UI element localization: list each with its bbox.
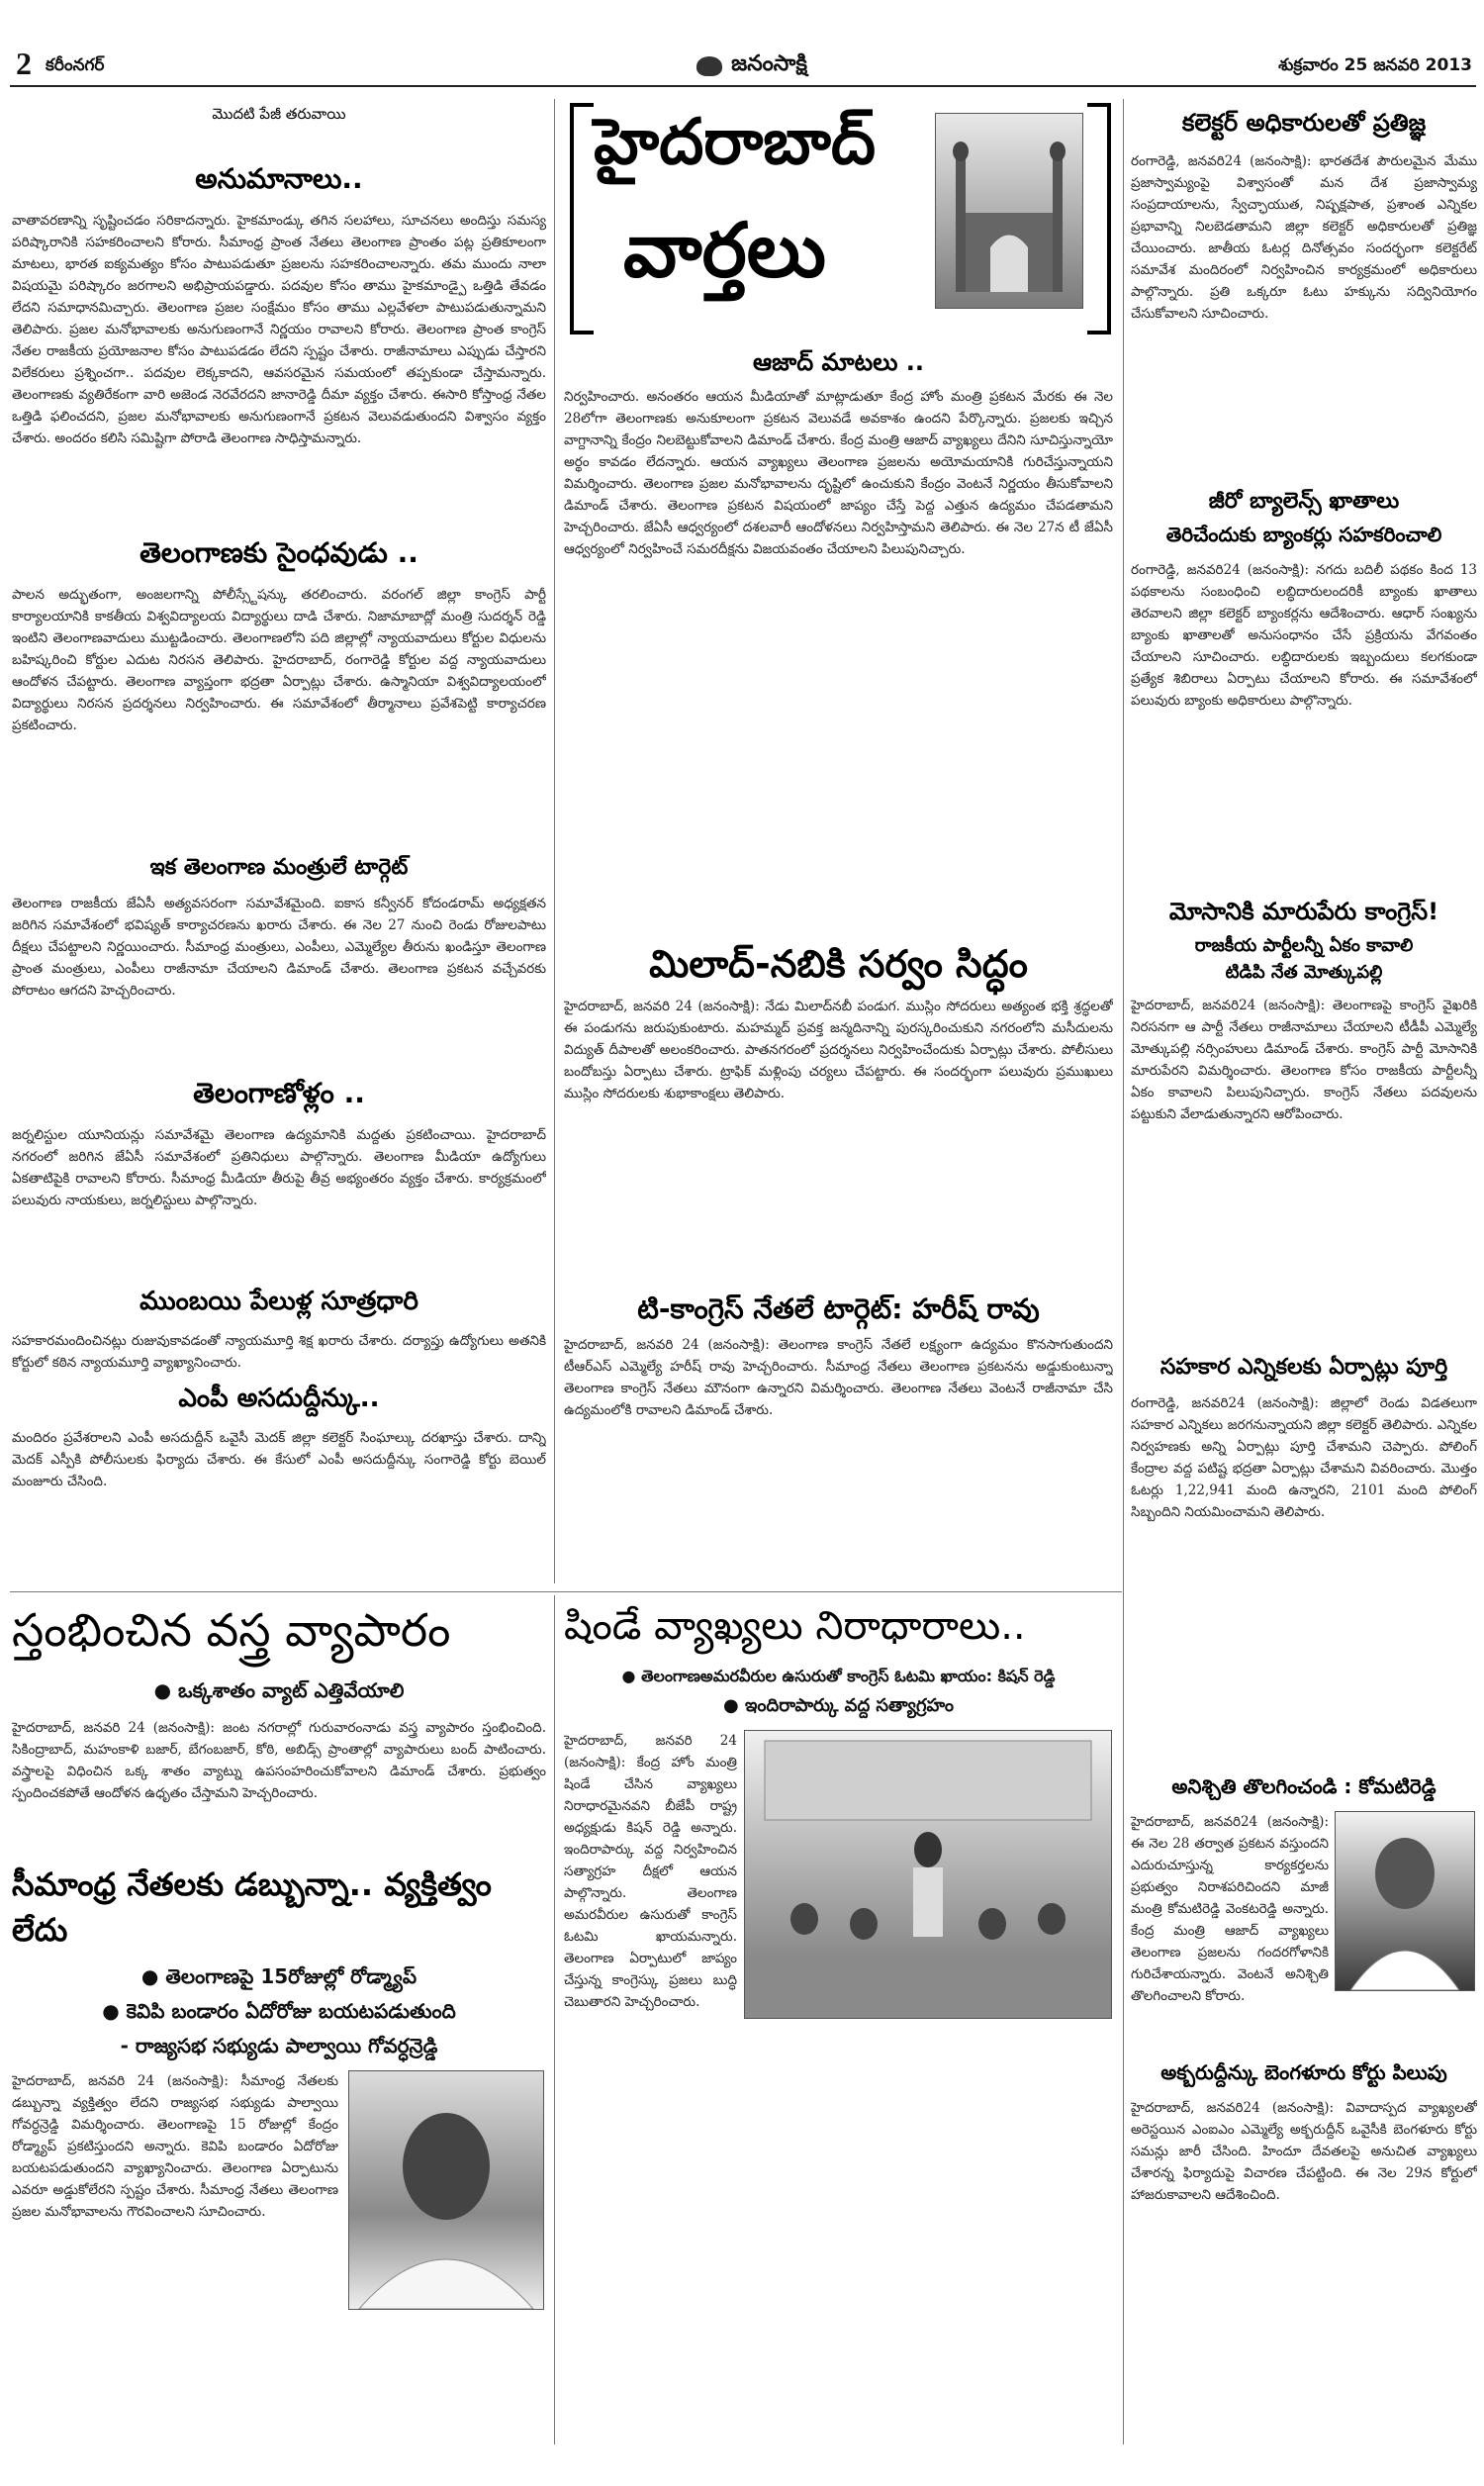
article-title: ఇక తెలంగాణ మంత్రులే టార్గెట్ [149, 855, 409, 880]
article-body: రంగారెడ్డి, జనవరి24 (జనంసాక్షి): నగదు బదిలీ పథకం కింద 13 పథకాలను సంబంధించి లబ్ధిదారులందరికీ బ్యాంకు ఖాతాలు తెరవాలని జిల్లా కలెక్టర్ బ్యాంకర్లను ఆదేశించారు. ఆధార్ సంఖ్యను బ్యాంకు ఖాతాలతో అనుసంధానం చేసే ప్రక్రియను వేగవంతం చేయాలని సూచించారు. లబ్ధిదారులకు ఇబ్బందులు కలగకుండా ప్రత్యేక శిబిరాలు ఏర్పాటు చేయాలని కోరారు. ఈ సమావేశంలో పలువురు బ్యాంకు అధికారులు పాల్గొన్నారు. [1131, 562, 1477, 709]
portrait-icon [1336, 1812, 1474, 1990]
column-right [1131, 99, 1477, 2444]
article-subtitle: టిడిపి నేత మోత్కుపల్లి [1225, 962, 1383, 983]
article-title: తెలంగాణోళ్లం .. [193, 1077, 365, 1109]
page-header [10, 46, 1476, 87]
article-title: అనిశ్చితి తొలగించండి : కోమటిరెడ్డి [1171, 1774, 1437, 1798]
article-title: ఎంపీ అసదుద్దీన్కు.. [178, 1384, 380, 1413]
article-body: హైదరాబాద్, జనవరి 24 (జనంసాక్షి): నేడు మిలాద్‌నబీ పండుగ. ముస్లిం సోదరులు అత్యంత భక్తి శ్రద్ధలతో ఈ పండుగను జరుపుకుంటారు. మహమ్మద్ ప్రవక్త జన్మదినాన్ని పురస్కరించుకుని నగరంలోని మసీదులను విద్యుత్ దీపాలతో అలంకరించారు. పాతనగరంలో ప్రదర్శనలు నిర్వహించేందుకు ఏర్పాట్లు చేశారు. పోలీసులు బందోబస్తు ఏర్పాటు చేశారు. ట్రాఫిక్ మళ్లింపు చర్యలు చేపట్టారు. ఈ సందర్భంగా పలువురు ప్రముఖులు ముస్లిం సోదరులకు శుభాకాంక్షలు తెలిపారు. [564, 999, 1113, 1101]
article-body: హైదరాబాద్, జనవరి 24 (జనంసాక్షి): జంట నగరాల్లో గురువారంనాడు వస్త్ర వ్యాపారం స్తంభించింది. సికింద్రాబాద్, మహంకాళి బజార్, బేగంబజార్, కోఠి, అబిడ్స్ ప్రాంతాల్లో వ్యాపారులు బంద్ పాటించారు. వస్త్రాలపై విధించిన ఒక్క శాతం వ్యాట్ను ఉపసంహరించుకోవాలని డిమాండ్ చేశారు. ప్రభుత్వం స్పందించకపోతే ఆందోళన ఉధృతం చేస్తామని హెచ్చరించారు. [12, 1720, 546, 1801]
article-title: సహకార ఎన్నికలకు ఏర్పాట్లు పూర్తి [1159, 1355, 1448, 1380]
satyagraha-photo [744, 1730, 1112, 2019]
article-body: మందిరం ప్రవేశరాలని ఎంపీ అసదుద్దీన్ ఒవైసీ మెదక్ జిల్లా కలెక్టర్ సింఘాల్కు దరఖాస్తు చేశారు. దాన్ని మెదక్ ఎస్పీకి పోలీసులకు ఫిర్యాదు చేశారు. ఈ కేసులో ఎంపీ అసదుద్దీన్కు సంగారెడ్డి కోర్టు బెయిల్ మంజూరు చేసింది. [12, 1430, 546, 1489]
article-body: నిర్వహించారు. అనంతరం ఆయన మీడియాతో మాట్లాడుతూ కేంద్ర హోం మంత్రి ప్రకటన మేరకు ఈ నెల 28లోగా తెలంగాణకు అనుకూలంగా ప్రకటన వెలువడే అవకాశం ఉందని పేర్కొన్నారు. ప్రజలకు ఇచ్చిన వాగ్దానాన్ని కేంద్రం నిలబెట్టుకోవాలని డిమాండ్ చేశారు. కేంద్ర మంత్రి ఆజాద్ వ్యాఖ్యలు దేనిని సూచిస్తున్నాయో అర్థం కావడం లేదన్నారు. ఆయన వ్యాఖ్యలు తెలంగాణ ప్రజలను అయోమయానికి గురిచేస్తున్నాయని విమర్శించారు. తెలంగాణ ప్రజల మనోభావాలను దృష్టిలో ఉంచుకుని కేంద్రం వెంటనే నిర్ణయం తీసుకోవాలని డిమాండ్ చేశారు. తెలంగాణ ప్రకటన విషయంలో జాప్యం చేస్తే పెద్ద ఎత్తున ఉద్యమం చేపడతామని హెచ్చరించారు. జేఏసీ ఆధ్వర్యంలో దశలవారీ ఆందోళనలు నిర్వహిస్తామని తెలిపారు. ఈ నెల 27న టీ జేఏసీ ఆధ్వర్యంలో నిర్వహించే సమరదీక్షను విజయవంతం చేయాలని పిలుపునిచ్చారు. [564, 389, 1113, 557]
komatireddy-photo [1335, 1811, 1475, 1991]
banner-subtitle: వార్తలు [623, 209, 826, 293]
column-divider [554, 99, 555, 1583]
article-title: అనుమానాలు.. [195, 162, 363, 195]
article-title: కలెక్టర్ అధికారులతో ప్రతిజ్ఞ [1181, 109, 1427, 137]
banner-title: హైదరాబాద్ [594, 106, 877, 177]
portrait-icon [349, 2071, 543, 2309]
masthead-logo-icon [696, 56, 722, 76]
article-title: మోసానికి మారుపేరు కాంగ్రెస్! [1168, 898, 1439, 925]
banner-bracket [570, 103, 594, 335]
article-body: సహకారమందించినట్లు రుజువుకావడంతో న్యాయమూర్తి శిక్ష ఖరారు చేశారు. దర్యాప్తు ఉద్యోగులు అతనికి కోర్టులో కఠిన న్యాయమూర్తి వ్యాఖ్యానించారు. [12, 1333, 546, 1371]
article-title: టి-కాంగ్రెస్ నేతలే టార్గెట్: హరీష్ రావు [637, 1292, 1040, 1325]
column-left [12, 99, 546, 1583]
column-divider [1123, 99, 1124, 2444]
article-title: షిండే వ్యాఖ్యలు నిరాధారాలు.. [564, 1603, 1026, 1649]
masthead [668, 51, 836, 83]
article-body: హైదరాబాద్, జనవరి 24 (జనంసాక్షి): తెలంగాణ కాంగ్రెస్ నేతలే లక్ష్యంగా ఉద్యమం కొనసాగుతుందని టీఆర్ఎస్ ఎమ్మెల్యే హరీష్ రావు హెచ్చరించారు. సీమాంధ్ర నేతలు తెలంగాణ ప్రకటనను అడ్డుకుంటున్నా తెలంగాణ కాంగ్రెస్ నేతలు మౌనంగా ఉన్నారని విమర్శించారు. తెలంగాణ నేతలు వెంటనే రాజీనామా చేసి ఉద్యమంలోకి రావాలని డిమాండ్ చేశారు. [564, 1337, 1113, 1418]
article-title: సీమాంధ్ర నేతలకు డబ్బున్నా.. వ్యక్తిత్వం లేదు [12, 1865, 492, 1949]
continued-label: మొదటి పేజీ తరువాయి [212, 105, 346, 123]
article-body: రంగారెడ్డి, జనవరి24 (జనంసాక్షి): జిల్లాలో రెండు విడతలుగా సహకార ఎన్నికలు జరగనున్నాయని జిల్లా కలెక్టర్ తెలిపారు. ఎన్నికల నిర్వహణకు అన్ని ఏర్పాట్లు పూర్తి చేశామని చెప్పారు. పోలింగ్ కేంద్రాల వద్ద పటిష్ట భద్రతా ఏర్పాట్లు చేశామని వివరించారు. మొత్తం ఓటర్లు 1,22,941 మంది ఉన్నారని, 2101 మంది పోలింగ్ సిబ్బందిని నియమించామని తెలిపారు. [1131, 1395, 1477, 1520]
article-title: జీరో బ్యాలెన్స్ ఖాతాలు [1208, 489, 1400, 514]
article-body: రంగారెడ్డి, జనవరి24 (జనంసాక్షి): భారతదేశ పౌరులమైన మేము ప్రజాస్వామ్యంపై విశ్వాసంతో మన దేశ ప్రజాస్వామ్య సంప్రదాయాలను, స్వేచ్ఛాయుత, నిష్పక్షపాత, ప్రశాంత ఎన్నికల ప్రభావాన్ని నిలబెడతామని జిల్లా కలెక్టర్ అధికారులతో ప్రతిజ్ఞ చేయించారు. జాతీయ ఓటర్ల దినోత్సవం సందర్భంగా కలెక్టరేట్ సమావేశ మందిరంలో నిర్వహించిన కార్యక్రమంలో అధికారులు పాల్గొన్నారు. ప్రతి ఒక్కరూ ఓటు హక్కును సద్వినియోగం చేసుకోవాలని సూచించారు. [1131, 153, 1477, 322]
article-bullet: ● కెవిపి బండారం ఏదోరోజు బయటపడుతుంది [102, 1999, 456, 2023]
page-number: 2 [16, 46, 32, 81]
article-bullet: ● తెలంగాణఅమరవీరుల ఉసురుతో కాంగ్రెస్ ఓటమి ఖాయం: కిషన్ రెడ్డి [621, 1667, 1056, 1685]
article-body: తెలంగాణ రాజకీయ జేఏసీ అత్యవసరంగా సమావేశమైంది. ఐకాస కన్వీనర్ కోదండరామ్ అధ్యక్షతన జరిగిన సమావేశంలో భవిష్యత్ కార్యాచరణను ఖరారు చేశారు. ఈ నెల 27 నుంచి రెండు రోజులపాటు దీక్షలు చేపట్టాలని నిర్ణయించారు. సీమాంధ్ర మంత్రులు, ఎంపీలు, ఎమ్మెల్యేల తీరును ఖండిస్తూ తెలంగాణ ప్రాంత మంత్రులు, ఎంపీలు రాజీనామా చేయాలని డిమాండ్ చేశారు. తెలంగాణ ప్రకటన వచ్చేవరకు పోరాటం ఆగదని హెచ్చరించారు. [12, 896, 546, 999]
article-body: హైదరాబాద్, జనవరి24 (జనంసాక్షి): ఈ నెల 28 తర్వాత ప్రకటన వస్తుందని ఎదురుచూస్తున్న కార్యకర్తలను ప్రభుత్వం నిరాశపరిచిందని మాజీ మంత్రి కోమటిరెడ్డి వెంకటరెడ్డి అన్నారు. కేంద్ర మంత్రి ఆజాద్ వ్యాఖ్యలు తెలంగాణ ప్రజలను గందరగోళానికి గురిచేశాయన్నారు. వెంటనే అనిశ్చితి తొలగించాలని కోరారు. [1131, 1814, 1329, 2004]
article-body: హైదరాబాద్, జనవరి 24 (జనంసాక్షి): సీమాంధ్ర నేతలకు డబ్బున్నా వ్యక్తిత్వం లేదని రాజ్యసభ సభ్యుడు పాల్వాయి గోవర్ధన్రెడ్డి విమర్శించారు. తెలంగాణపై 15 రోజుల్లో కేంద్రం రోడ్మ్యాప్ ప్రకటిస్తుందని అన్నారు. కెవిపి బండారం ఏదోరోజు బయటపడుతుందని వ్యాఖ్యానించారు. తెలంగాణ ఏర్పాటును ఎవరూ అడ్డుకోలేరని స్పష్టం చేశారు. సీమాంధ్ర నేతలు తెలంగాణ ప్రజల మనోభావాలను గౌరవించాలని సూచించారు. [12, 2073, 338, 2220]
event-stage-icon [745, 1731, 1111, 2018]
issue-date: శుక్రవారం 25 జనవరి 2013 [1278, 55, 1472, 75]
article-body: పాలన అద్భుతంగా, అంజలగాన్ని పోలీస్స్టేషన్కు తరలించారు. వరంగల్ జిల్లా కాంగ్రెస్ పార్టీ కార్యాలయానికి కాకతీయ విశ్వవిద్యాలయ విద్యార్థులు దాడి చేశారు. నిజామాబాద్లో మంత్రి సుదర్శన్ రెడ్డి ఇంటిని తెలంగాణవాదులు ముట్టడించారు. తెలంగాణలోని పది జిల్లాల్లో న్యాయవాదులు కోర్టుల విధులను బహిష్కరించి కోర్టుల ఎదుట నిరసన తెలిపారు. హైదరాబాద్, రంగారెడ్డి కోర్టుల వద్ద న్యాయవాదులు ఆందోళన చేపట్టారు. తెలంగాణ వ్యాప్తంగా భద్రతా ఏర్పాట్లు చేశారు. ఉస్మానియా విశ్వవిద్యాలయంలో విద్యార్థులు నిరసన ప్రదర్శనలు నిర్వహించారు. ఈ సమావేశంలో తీర్మానాలు ప్రవేశపెట్టి కార్యాచరణ ప్రకటించారు. [12, 587, 546, 733]
article-bullet: ● ఒక్కశాతం వ్యాట్ ఎత్తివేయాలి [153, 1678, 405, 1702]
article-body: హైదరాబాద్, జనవరి 24 (జనంసాక్షి): కేంద్ర హోం మంత్రి షిండే చేసిన వ్యాఖ్యలు నిరాధారమైనవని బీజేపీ రాష్ట్ర అధ్యక్షుడు కిషన్ రెడ్డి అన్నారు. ఇందిరాపార్కు వద్ద నిర్వహించిన సత్యాగ్రహ దీక్షలో ఆయన పాల్గొన్నారు. తెలంగాణ అమరవీరుల ఉసురుతో కాంగ్రెస్ ఓటమి ఖాయమన్నారు. తెలంగాణ ఏర్పాటులో జాప్యం చేస్తున్న కాంగ్రెస్కు ప్రజలు బుద్ధి చెబుతారని హెచ్చరించారు. [564, 1733, 737, 2010]
lower-left-block [12, 1597, 546, 2444]
article-title: తెలంగాణకు సైంధవుడు .. [139, 536, 418, 569]
charminar-icon [936, 114, 1082, 308]
article-bullet: ● తెలంగాణపై 15రోజుల్లో రోడ్మ్యాప్ [140, 1964, 417, 1988]
article-body: హైదరాబాద్, జనవరి24 (జనంసాక్షి): వివాదాస్పద వ్యాఖ్యలతో అరెస్టయిన ఎంఐఎం ఎమ్మెల్యే అక్బరుద్దీన్ ఒవైసీకి బెంగళూరు కోర్టు సమన్లు జారీ చేసింది. హిందూ దేవతలపై అనుచిత వ్యాఖ్యలు చేశారన్న ఫిర్యాదుపై విచారణ చేపట్టింది. ఈ నెల 29న కోర్టులో హాజరుకావాలని ఆదేశించింది. [1131, 2100, 1477, 2203]
article-subtitle: తెరిచేందుకు బ్యాంకర్లు సహకరించాలి [1165, 523, 1442, 546]
article-body: జర్నలిస్టుల యూనియన్లు సమావేశమై తెలంగాణ ఉద్యమానికి మద్దతు ప్రకటించాయి. హైదరాబాద్ నగరంలో జరిగిన జేఏసీ సమావేశంలో ప్రతినిధులు పాల్గొన్నారు. తెలంగాణ మీడియా ఉద్యోగులు ఏకతాటిపైకి రావాలని కోరారు. సీమాంధ్ర మీడియా తీరుపై తీవ్ర అభ్యంతరం వ్యక్తం చేశారు. కార్యక్రమంలో పలువురు నాయకులు, జర్నలిస్టులు పాల్గొన్నారు. [12, 1127, 546, 1208]
column-middle [564, 99, 1113, 1583]
article-bullet: ● ఇందిరాపార్కు వద్ద సత్యాగ్రహం [722, 1695, 954, 1716]
article-title: మిలాద్-నబికి సర్వం సిద్ధం [649, 942, 1028, 986]
article-title: ముంబయి పేలుళ్ల సూత్రధారి [139, 1287, 418, 1316]
article-body: హైదరాబాద్, జనవరి24 (జనంసాక్షి): తెలంగాణపై కాంగ్రెస్ వైఖరికి నిరసనగా ఆ పార్టీ నేతలు రాజీనామాలు చేయాలని టీడీపీ ఎమ్మెల్యే మోత్కుపల్లి నర్సింహులు డిమాండ్ చేశారు. కాంగ్రెస్ పార్టీ మోసానికి మారుపేరని విమర్శించారు. తెలంగాణ కోసం రాజకీయ పార్టీలన్నీ ఏకం కావాలని పిలుపునిచ్చారు. కాంగ్రెస్ నేతలు పదవులను పట్టుకుని వేలాడుతున్నారని ఆరోపించారు. [1131, 998, 1477, 1122]
section-divider [10, 1591, 1122, 1592]
palvai-photo [348, 2070, 544, 2310]
article-title: స్తంభించిన వస్త్ర వ్యాపారం [12, 1603, 451, 1657]
column-divider [554, 1595, 555, 2444]
masthead-title: జనంసాక్షి [731, 51, 807, 76]
article-title: ఆజాద్ మాటలు .. [752, 348, 925, 376]
edition-label: కరీంనగర్ [46, 55, 105, 75]
article-bullet: - రాజ్యసభ సభ్యుడు పాల్వాయి గోవర్ధన్రెడ్డి [120, 2034, 438, 2057]
banner-bracket [1087, 103, 1111, 335]
hyderabad-news-banner [564, 99, 1113, 336]
article-subtitle: రాజకీయ పార్టీలన్నీ ఏకం కావాలి [1194, 935, 1414, 956]
article-title: అక్బరుద్దీన్కు బెంగళూరు కోర్టు పిలుపు [1160, 2060, 1447, 2084]
charminar-photo [935, 113, 1083, 309]
article-body: వాతావరణాన్ని సృష్టించడం సరికాదన్నారు. హైకమాండ్కు తగిన సలహాలు, సూచనలు అందిస్తు సమస్య పరిష్కారానికి సహకరించాలని కోరారు. సీమాంధ్ర ప్రాంత నేతలు తెలంగాణ ప్రాంతం పట్ల ప్రతికూలంగా మాటలు, భారత ఐక్యమత్యం కోసం పాటుపడుతూ ప్రజలను సహకరించాలన్నారు. తమ ముందు నాలా విషయమై పరిష్కారం జరగాలని అభిప్రాయపడ్డారు. పదవుల కోసం తాము హైకమాండ్పై ఒత్తిడి తేవడం లేదని సమాధానమిచ్చారు. తెలంగాణ ప్రజల సంక్షేమం కోసం తాము ఎల్లవేళలా పాటుపడుతున్నామని తెలిపారు. ప్రజల మనోభావాలకు అనుగుణంగానే నిర్ణయం రావాలని కోరారు. తెలంగాణ ప్రాంత కాంగ్రెస్ నేతల రాజకీయ ప్రయోజనాల కోసం పాటుపడడం లేదని స్పష్టం చేశారు. రాజీనామాలు ఎప్పుడు చేస్తారని విలేకరులు ప్రశ్నించగా.. పదవుల లెక్కకాదని, ఆవసరమైన సమయంలో తప్పకుండా చేస్తామన్నారు. తెలంగాణకు వ్యతిరేకంగా వారి అజెండ నెరవేరదని జానారెడ్డి దీమా వ్యక్తం చేశారు. ఈసారి కోస్తాంధ్ర నేతల ఒత్తిడి ఫలించదని, ప్రజల మనోభావాలకు అనుగుణంగానే ప్రకటన వెలువడుతుందని విశ్వాసం వ్యక్తం చేశారు. అందరం కలిసి సమిష్టిగా పోరాడి తెలంగాణ సాధిస్తామన్నారు. [12, 213, 546, 446]
lower-middle-block [564, 1597, 1113, 2444]
